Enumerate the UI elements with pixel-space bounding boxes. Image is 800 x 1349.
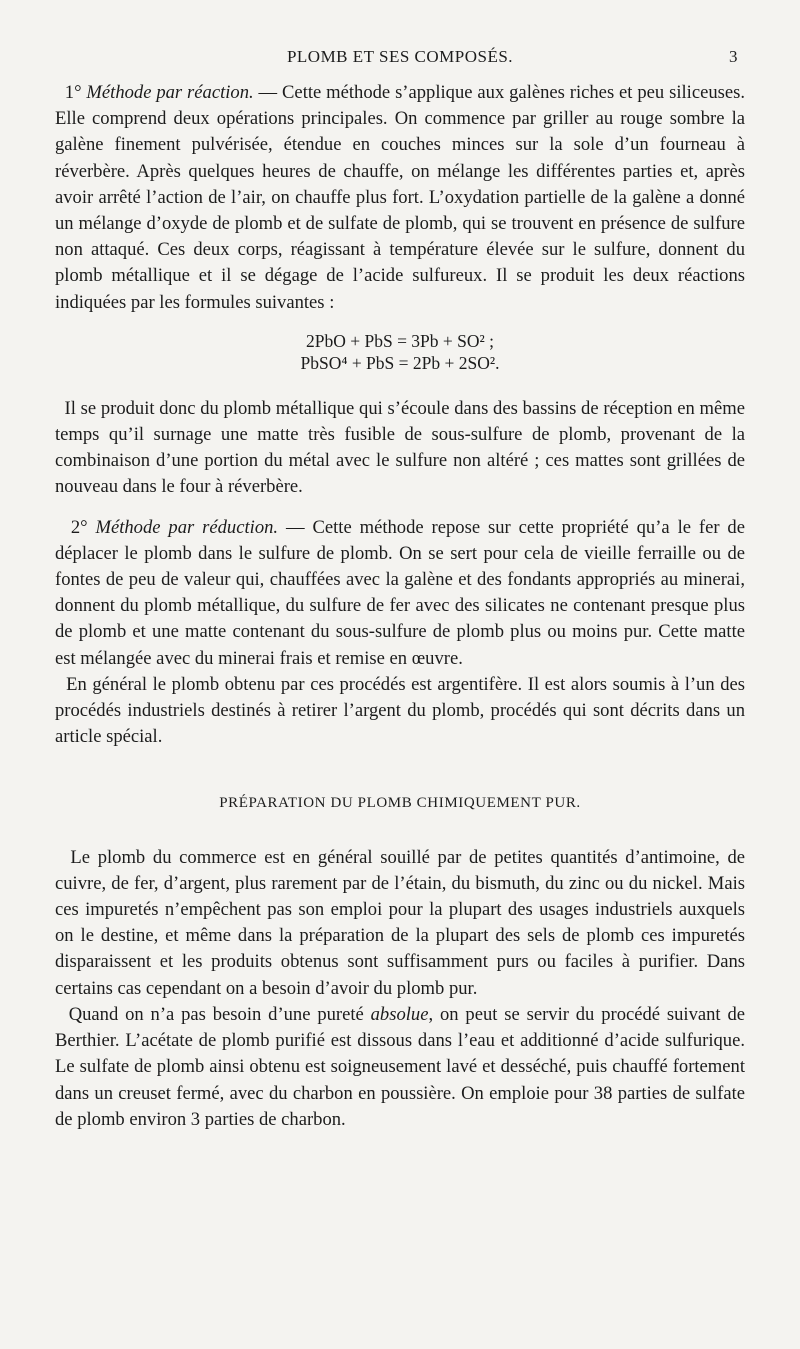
paragraph-text: — Cette méthode s’applique aux galènes riches et peu siliceuses. Elle comprend deux opérations principales. On commence par griller au rouge sombre la galène finement pulvérisée, étendue en couches minces sur la sole d’un fourneau à réverbère. Après quelques heures de chauffe, on mélange les différentes parties et, après avoir arrêté l’action de l’air, on chauffe plus fort. L’oxydation partielle de la galène a donné un mélange d’oxyde de plomb et de sulfate de plomb, qui se trouvent en présence de sulfure non attaqué. Ces deux corps, réagissant à température élevée sur le sulfure, donnent du plomb métallique et il se dégage de l’acide sulfureux. Il se produit les deux réactions indiquées par les formules suivantes : bbox=[55, 82, 746, 313]
method-title: Méthode par réduction. bbox=[95, 516, 279, 538]
paragraph-text: En général le plomb obtenu par ces procédés est argentifère. Il est alors soumis à l’un des procédés industriels destinés à retirer l’argent du plomb, procédés qui sont décrits dans un article spécial. bbox=[55, 673, 745, 748]
item-number: 1° bbox=[64, 82, 82, 103]
paragraph-text: Quand on n’a pas besoin d’une pureté bbox=[68, 1003, 371, 1025]
page-body bbox=[55, 80, 745, 1133]
page-number: 3 bbox=[729, 47, 738, 66]
paragraph-text: — Cette méthode repose sur cette propriété qu’a le fer de déplacer le plomb dans le sulfure de plomb. On se sert pour cela de vieille ferraille ou de fontes de peu de valeur qui, chauffées avec la galène et des fondants appropriés au minerai, donnent du plomb métallique, du sulfure de fer avec des silicates ne contenant presque plus de plomb et une matte contenant du sous-sulfure de plomb plus ou moins pur. Cette matte est mélangée avec du minerai frais et remise en œuvre. bbox=[55, 516, 745, 669]
item-number: 2° bbox=[70, 516, 88, 538]
paragraph-mattes bbox=[55, 396, 745, 501]
paragraph-argentiferous bbox=[55, 672, 745, 751]
paragraph-text: , on peut se servir du procédé suivant de Berthier. L’acétate de plomb purifié est dissous dans l’eau et additionné d’acide sulfurique. Le sulfate de plomb ainsi obtenu est soigneusement lavé et desséché, puis chauffé fortement dans un creuset fermé, avec du charbon en poussière. On emploie pour 38 parties de sulfate de plomb environ 3 parties de charbon. bbox=[55, 1003, 745, 1130]
paragraph-berthier bbox=[55, 1002, 745, 1133]
paragraph-commercial-lead bbox=[55, 845, 745, 1002]
section-heading: PRÉPARATION DU PLOMB CHIMIQUEMENT PUR. bbox=[219, 795, 581, 812]
paragraph-method-reaction bbox=[55, 80, 745, 316]
paragraph-text: Il se produit donc du plomb métallique qui s’écoule dans des bassins de réception en même temps qu’il surnage une matte très fusible de sous-sulfure de plomb, provenant de la combinaison d’une portion du métal avec le sulfure non altéré ; ces mattes sont grillées de nouveau dans le four à réverbère. bbox=[55, 397, 745, 498]
chemical-formulas bbox=[55, 330, 745, 374]
paragraph-method-reduction bbox=[55, 515, 745, 672]
formula-line: PbSO⁴ + PbS = 2Pb + 2SO². bbox=[300, 352, 500, 373]
method-title: Méthode par réaction. bbox=[86, 82, 254, 103]
running-title: PLOMB ET SES COMPOSÉS. bbox=[286, 47, 514, 66]
paragraph-text: Le plomb du commerce est en général souillé par de petites quantités d’antimoine, de cuivre, de fer, d’argent, plus rarement par de l’étain, du bismuth, du zinc ou du nickel. Mais ces impuretés n’empêchent pas son emploi pour la plupart des usages industriels auxquels on le destine, et même dans la préparation de la plupart des sels de plomb ces impuretés disparaissent et les produits obtenus sont suffisamment purs ou faciles à purifier. Dans certains cas cependant on a besoin d’avoir du plomb pur. bbox=[55, 846, 746, 999]
formula-line: 2PbO + PbS = 3Pb + SO² ; bbox=[305, 330, 495, 351]
emphasis: absolue bbox=[370, 1003, 429, 1025]
running-header bbox=[0, 47, 800, 69]
spacer bbox=[55, 501, 745, 515]
